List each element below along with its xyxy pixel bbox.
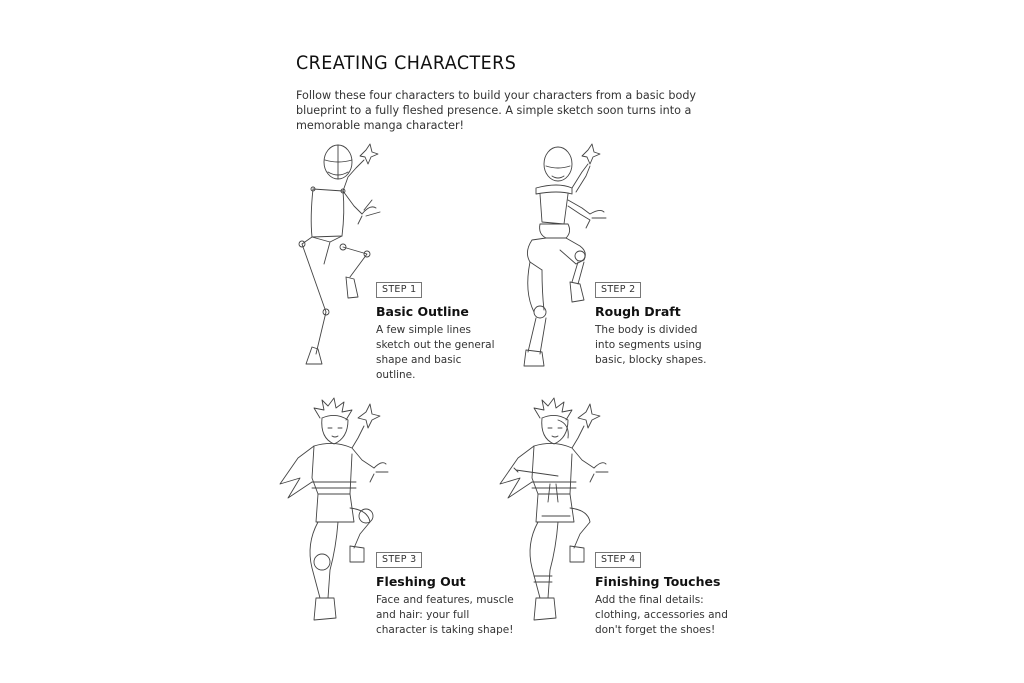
step-3-title: Fleshing Out [376, 574, 466, 589]
step-2-caption [595, 277, 745, 368]
intro-paragraph: Follow these four characters to build your characters from a basic body blueprint to a fully fleshed presence. A simple sketch soon turns into a memorable manga character! [296, 89, 697, 132]
step-1-badge: STEP 1 [376, 282, 422, 298]
fleshed-character-icon [278, 398, 390, 628]
step-4-caption [595, 547, 745, 638]
step-3-description: Face and features, muscle and hair: your full character is taking shape! [376, 594, 514, 636]
step-4-badge: STEP 4 [595, 552, 641, 568]
step-2-badge: STEP 2 [595, 282, 641, 298]
page-title: CREATING CHARACTERS [296, 52, 517, 74]
step-3-figure [278, 398, 390, 628]
stick-figure-icon [290, 142, 380, 372]
step-2-title: Rough Draft [595, 304, 681, 319]
step-3-caption [376, 547, 526, 638]
step-4-description: Add the final details: clothing, accessories and don't forget the shoes! [595, 594, 728, 636]
step-1-figure [290, 142, 380, 372]
step-1-caption [376, 277, 526, 383]
step-1-title: Basic Outline [376, 304, 469, 319]
step-2-description: The body is divided into segments using basic, blocky shapes. [595, 324, 707, 366]
step-4-title: Finishing Touches [595, 574, 721, 589]
step-1-description: A few simple lines sketch out the general shape and basic outline. [376, 324, 495, 381]
step-3-badge: STEP 3 [376, 552, 422, 568]
